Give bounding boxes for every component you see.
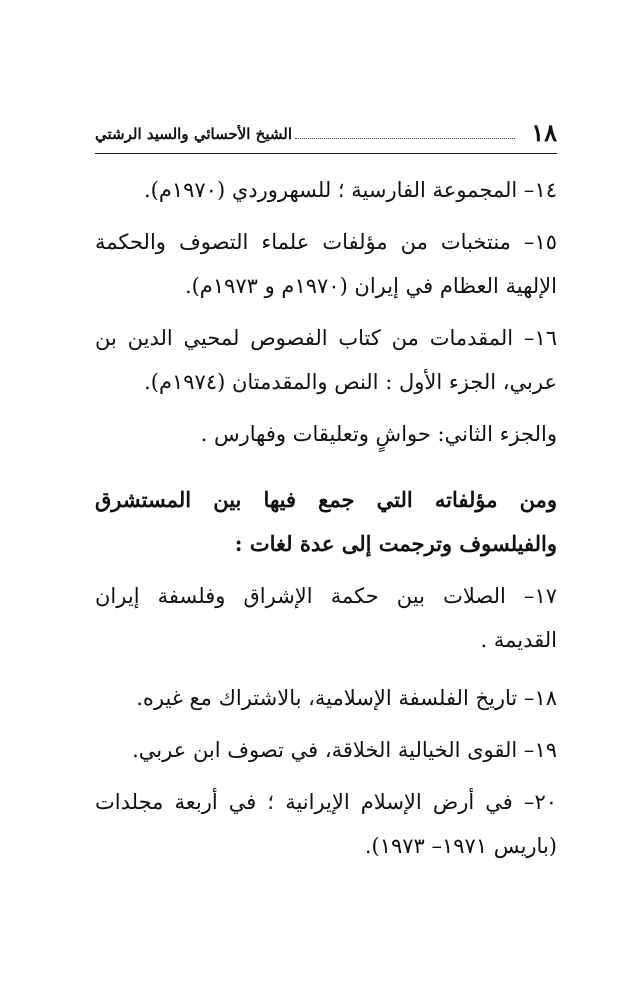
- page-number: ١٨: [531, 118, 557, 147]
- running-title: الشيخ الأحسائي والسيد الرشتي: [95, 125, 292, 143]
- header-dot-leader: [295, 138, 515, 139]
- spacer: [95, 456, 557, 478]
- page-body: [95, 168, 557, 868]
- list-item-19: ١٩– القوى الخيالية الخلاقة، في تصوف ابن عربي.: [132, 738, 557, 762]
- list-item-20: ٢٠– في أرض الإسلام الإيرانية ؛ في أربعة مجلدات (باريس ١٩٧١– ١٩٧٣).: [95, 790, 557, 858]
- spacer: [95, 212, 557, 220]
- page-header: [95, 118, 557, 152]
- spacer: [95, 772, 557, 780]
- spacer: [95, 404, 557, 412]
- list-item-16: ١٦– المقدمات من كتاب الفصوص لمحيي الدين بن عربي، الجزء الأول : النص والمقدمتان (١٩٧٤م).: [95, 326, 557, 394]
- section-intro: ومن مؤلفاته التي جمع فيها بين المستشرق والفيلسوف وترجمت إلى عدة لغات :: [95, 487, 557, 556]
- spacer: [95, 720, 557, 728]
- list-item-18: ١٨– تاريخ الفلسفة الإسلامية، بالاشتراك مع غيره.: [136, 686, 557, 710]
- list-item-15: ١٥– منتخبات من مؤلفات علماء التصوف والحكمة الإلهية العظام في إيران (١٩٧٠م و ١٩٧٣م).: [95, 230, 557, 298]
- list-item-17: ١٧– الصلات بين حكمة الإشراق وفلسفة إيران القديمة .: [95, 584, 557, 652]
- spacer: [95, 662, 557, 676]
- spacer: [95, 308, 557, 316]
- spacer: [95, 566, 557, 574]
- header-rule: [95, 153, 557, 154]
- continuation-line: والجزء الثاني: حواشٍ وتعليقات وفهارس .: [200, 422, 557, 446]
- list-item-14: ١٤– المجموعة الفارسية ؛ للسهروردي (١٩٧٠م).: [143, 178, 557, 202]
